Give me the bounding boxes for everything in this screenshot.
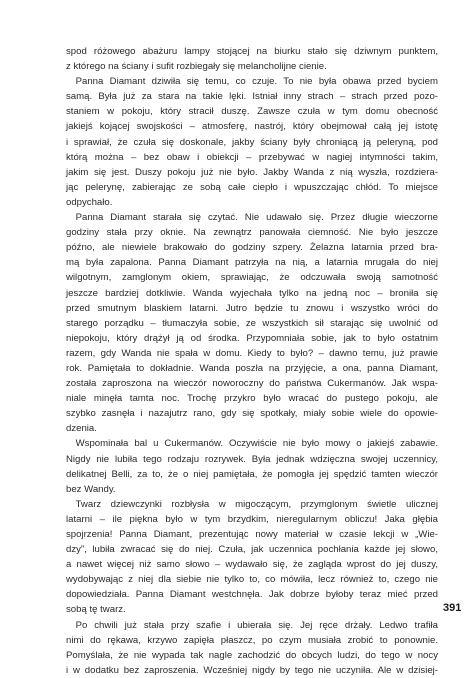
text-line: latarni – ile piękna było w tym brzydkim, nieregularnym obliczu! Jaka głębia — [66, 513, 438, 525]
text-line: starego porządku – tłumaczyła sobie, ze wszystkich sił starając się uwolnić od — [66, 317, 438, 329]
text-line: bez Wandy. — [66, 483, 116, 495]
text-line: Nigdy nie lubiła tego rodzaju rozrywek. Była jednak wdzięczna swojej uczennicy, — [66, 453, 438, 465]
text-line: Twarz dziewczynki rozbłysła w migoczącym, przymglonym świetle ulicznej — [66, 498, 438, 510]
text-line: staniem w pokoju, który stracił duszę. Zawsze czuła w tym domu obecność — [66, 106, 438, 118]
text-line: Panna Diamant dziwiła się temu, co czuje. To nie była obawa przed byciem — [66, 76, 438, 88]
text-line: niepokoju, który drążył ją od środka. Przypomniała sobie, jak to było ostatnim — [66, 332, 438, 344]
text-line: nimi do rękawa, krzywo zapięła płaszcz, po czym musiała zrobić to ponownie. — [66, 634, 438, 646]
text-line: została zaproszona na wieczór noworoczny do państwa Cukermanów. Jak wspa- — [66, 378, 438, 390]
text-line: godziny stała przy oknie. Na zewnątrz panowała ciemność. Nie było jeszcze — [66, 227, 438, 239]
text-line: jakiejś kojącej swojskości – atmosferę, nastrój, który obejmował całą jej istotę — [66, 121, 438, 133]
text-line: szybko zasnęła i nazajutrz rano, gdy się spotkały, miały sobie wiele do opowie- — [66, 408, 438, 420]
text-line: którą można – bez obaw i obiekcji – przebywać w nagiej intymności takim, — [66, 151, 438, 163]
text-line: spojrzenia! Panna Diamant, prezentując nowy materiał w czasie lekcji w „Wie- — [66, 529, 438, 540]
text-line: wilgotnym, zamglonym okiem, sprawiając, że odczuwała swoją samotność — [66, 272, 438, 284]
text-line: Wspominała bal u Cukermanów. Oczywiście nie było mowy o jakiejś zabawie. — [66, 438, 438, 450]
text-line: sobą tę twarz. — [66, 604, 126, 616]
text-line: samą. Była już za stara na takie lęki. Istniał inny strach – strach przed pozo- — [66, 91, 438, 103]
text-line: z którego na ściany i sufit rozbiegały się melancholijne cienie. — [66, 61, 327, 73]
text-line: dopowiedziała. Panna Diamant westchnęła. Jak dobrze byłoby teraz mieć przed — [66, 589, 438, 601]
text-line: Pomyślała, że nie wypada tak nagle zachodzić do obcych ludzi, do tego w nocy — [66, 649, 438, 661]
text-line: dzy”, lubiła zwracać się do niej. Czuła, jak uczennica pochłania każde jej słowo, — [66, 544, 438, 556]
text-line: przed smutnym blaskiem latarni. Jutro będzie tu znowu i wszystko wróci do — [66, 302, 438, 314]
text-line: jąc pelerynę, zabierając ze sobą całe ciepło i wpuszczając chłód. To miejsce — [66, 181, 438, 193]
text-line: wydobywając z niej dla siebie nie tylko to, co mówiła, lecz również to, czego nie — [66, 574, 438, 586]
text-line: spod różowego abażuru lampy stojącej na biurku stało się dziwnym punktem, — [66, 46, 438, 57]
text-line: dzenia. — [66, 423, 97, 435]
text-line: późno, ale niewiele brakowało do godziny szpery. Żelazna latarnia przed bra- — [66, 242, 438, 254]
text-line: delikatnej Belli, za to, że o niej pamiętała, że pomogła jej spędzić tamten wieczór — [66, 468, 438, 480]
text-line: Po chwili już stała przy szafie i ubierała się. Jej ręce drżały. Ledwo trafiła — [66, 619, 438, 631]
text-line: i w dodatku bez zaproszenia. Wcześniej nigdy by tego nie uczyniła. Ale w dzisiej- — [66, 664, 438, 676]
text-line: rok. Pamiętała to dokładnie. Wanda poszła na przyjęcie, a ona, panna Diamant, — [66, 362, 438, 374]
page-number: 391 — [443, 602, 462, 614]
text-line: a nawet więcej niż samo słowo – wydawało się, że zagląda wprost do jej duszy, — [66, 559, 438, 571]
text-line: razem, gdy Wanda nie spała w domu. Kiedy to było? – dawno temu, już prawie — [66, 347, 438, 359]
text-line: Panna Diamant starała się czytać. Nie udawało się. Przez długie wieczorne — [66, 212, 438, 224]
body-text — [66, 44, 438, 678]
text-line: niale minęła tamta noc. Trochę przykro było wracać do pustego pokoju, ale — [66, 393, 438, 405]
text-line: i sprawiał, że czuła się doskonale, jakby ściany były chroniącą ją peleryną, pod — [66, 136, 438, 148]
text-line: mą była zapalona. Panna Diamant patrzyła na nią, a latarnia mrugała do niej — [66, 257, 438, 269]
text-line: odpychało. — [66, 196, 113, 208]
text-line: jeszcze bardziej dotkliwie. Wanda wyjechała tylko na jedną noc – broniła się — [66, 287, 438, 299]
text-line: jakim się jest. Duszy pokoju już nie było. Jakby Wanda z nią wyszła, rozdziera- — [66, 166, 438, 178]
